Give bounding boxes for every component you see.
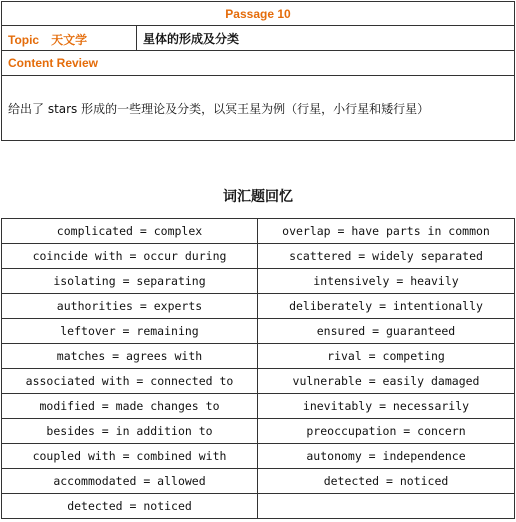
passage-info-table [1, 1, 515, 141]
vocab-section-title: 词汇题回忆 [223, 189, 293, 205]
table-row [2, 494, 515, 519]
vocab-left: complicated = complex [2, 219, 258, 244]
vocab-left: besides = in addition to [2, 419, 258, 444]
vocab-left: leftover = remaining [2, 319, 258, 344]
vocab-left: associated with = connected to [2, 369, 258, 394]
topic-cell [2, 26, 137, 51]
passage-title: Passage 10 [2, 2, 515, 26]
vocab-table [1, 218, 515, 519]
topic-description: 星体的形成及分类 [137, 26, 515, 51]
vocab-right: overlap = have parts in common [258, 219, 515, 244]
vocab-left: authorities = experts [2, 294, 258, 319]
vocab-left: accommodated = allowed [2, 469, 258, 494]
vocab-right: preoccupation = concern [258, 419, 515, 444]
vocab-right: scattered = widely separated [258, 244, 515, 269]
topic-label: Topic [8, 32, 40, 47]
vocab-left: modified = made changes to [2, 394, 258, 419]
vocab-left: matches = agrees with [2, 344, 258, 369]
topic-value: 天文学 [51, 32, 88, 47]
vocab-right: ensured = guaranteed [258, 319, 515, 344]
vocab-left: isolating = separating [2, 269, 258, 294]
table-row [2, 369, 515, 394]
vocab-right: autonomy = independence [258, 444, 515, 469]
table-row [2, 344, 515, 369]
table-row [2, 444, 515, 469]
vocab-right: vulnerable = easily damaged [258, 369, 515, 394]
content-review-label: Content Review [2, 51, 515, 76]
table-row [2, 394, 515, 419]
table-row [2, 294, 515, 319]
table-row [2, 244, 515, 269]
vocab-right [258, 494, 515, 519]
vocab-right: rival = competing [258, 344, 515, 369]
vocab-right: deliberately = intentionally [258, 294, 515, 319]
vocab-left: coincide with = occur during [2, 244, 258, 269]
table-row [2, 269, 515, 294]
table-row [2, 419, 515, 444]
table-row [2, 469, 515, 494]
vocab-left: coupled with = combined with [2, 444, 258, 469]
vocab-right: inevitably = necessarily [258, 394, 515, 419]
table-row [2, 319, 515, 344]
content-review-text: 给出了 stars 形成的一些理论及分类，以冥王星为例（行星，小行星和矮行星） [2, 76, 515, 141]
vocab-left: detected = noticed [2, 494, 258, 519]
vocab-right: detected = noticed [258, 469, 515, 494]
vocab-right: intensively = heavily [258, 269, 515, 294]
table-row [2, 219, 515, 244]
